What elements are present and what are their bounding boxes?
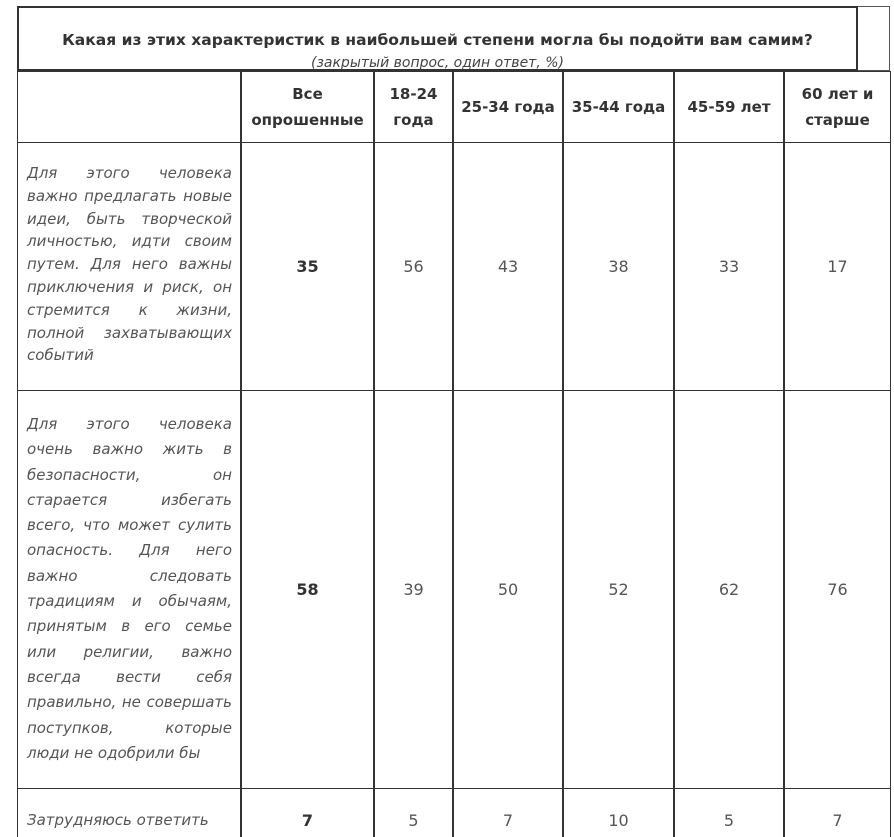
row-label: Затрудняюсь ответить: [27, 811, 209, 829]
table-cell: 52: [608, 580, 629, 599]
table-cell: 5: [723, 810, 735, 830]
table-cell: 76: [827, 580, 848, 599]
table-cell: 35: [296, 257, 319, 276]
table-cell: 10: [608, 810, 629, 830]
table-cell: 17: [827, 257, 848, 276]
table-cell: 58: [296, 580, 319, 599]
table-cell: 7: [832, 810, 843, 830]
table-cell: 7: [301, 810, 314, 830]
table-cell: 5: [408, 810, 419, 830]
table-cell: 50: [497, 580, 519, 599]
table-cell: 7: [502, 810, 514, 830]
column-header: 60 лет и старше: [801, 85, 874, 129]
table-cell: 43: [497, 257, 519, 276]
grid-line: [890, 71, 891, 837]
column-header: 25-34 года: [461, 98, 555, 116]
table-cell: 33: [718, 257, 740, 276]
row-label: Для этого человека очень важно жить в безопасности, он старается избегать всего, что может сулить опасность. Для него важно следовать традициям и обычаям, принятым в его семье или религии, важно всегда вести себя правильно, не совершать поступков, которые люди не одобрили бы: [27, 415, 232, 762]
title-side-cell: [858, 6, 890, 71]
column-header: Все опрошенные: [251, 85, 364, 129]
column-header: 45-59 лет: [687, 98, 771, 116]
grid-line: [17, 788, 891, 789]
grid-line: [17, 71, 18, 837]
row-label: Для этого человека важно предлагать новые идеи, быть творческой личностью, идти своим путем. Для него важны приключения и риск, он стремится к жизни, полной захватывающих событий: [27, 164, 232, 365]
header-empty-cell: [18, 72, 240, 142]
column-header: 35-44 года: [571, 98, 666, 116]
table-subtitle: (закрытый вопрос, один ответ, %): [310, 55, 564, 71]
table-title: Какая из этих характеристик в наибольшей степени могла бы подойти вам самим?: [62, 31, 813, 49]
table-cell: 56: [403, 257, 424, 276]
table-cell: 38: [608, 257, 629, 276]
table-cell: 62: [718, 580, 740, 599]
table-title-cell: [17, 6, 858, 71]
column-header: 18-24 года: [389, 85, 438, 129]
table-cell: 39: [403, 580, 424, 599]
